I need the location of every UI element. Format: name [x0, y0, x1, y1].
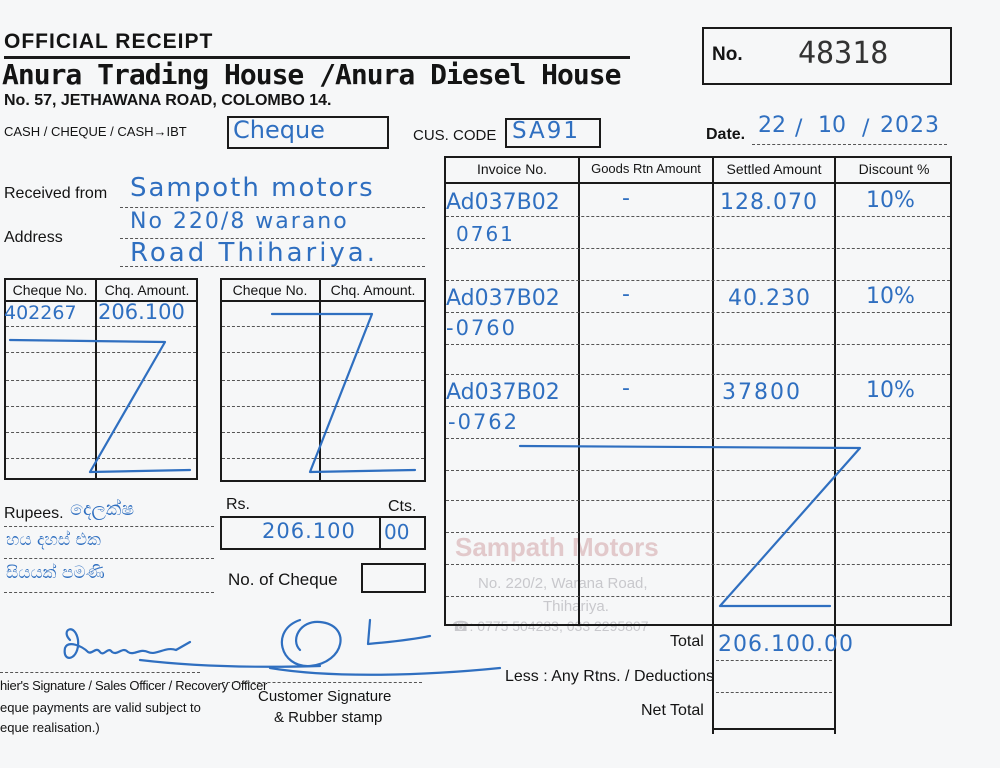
amount-box-divider	[379, 516, 381, 550]
cheque-left-row1-amount: 206.100	[98, 300, 185, 324]
company-name: Anura Trading House /Anura Diesel House	[2, 58, 621, 91]
cheque-right-rule	[222, 432, 424, 433]
invoice-rule	[446, 596, 950, 597]
date-year: 2023	[880, 113, 940, 138]
invoice-rule	[446, 344, 950, 345]
invoice-row1-number-cont: 0761	[456, 222, 515, 246]
invoice-row2-discount: 10%	[866, 284, 915, 309]
payment-method-value: Cheque	[233, 116, 325, 144]
address-line-2-rule	[120, 266, 425, 267]
received-from-value: Sampoth motors	[130, 173, 375, 203]
invoice-row2-number-cont: -0760	[446, 316, 518, 340]
customer-signature-underline	[270, 668, 500, 675]
customer-code-value: SA91	[512, 118, 581, 144]
no-of-cheque-box	[361, 563, 426, 593]
rs-label: Rs.	[226, 496, 250, 513]
receipt-title: OFFICIAL RECEIPT	[4, 30, 214, 53]
customer-signature-line	[222, 682, 422, 683]
cheque-right-rule	[222, 406, 424, 407]
cheque-left-col1-header: Cheque No.	[12, 282, 88, 298]
customer-code-label: CUS. CODE	[413, 127, 497, 144]
rupees-words-line-1: දෙලක්ෂ	[70, 498, 135, 520]
no-of-cheque-label: No. of Cheque	[228, 570, 338, 589]
less-rule	[716, 692, 832, 693]
received-from-label: Received from	[4, 185, 108, 202]
cheque-left-rule	[6, 406, 196, 407]
invoice-row2-goods-rtn: -	[622, 282, 630, 307]
invoice-rule	[446, 216, 950, 217]
invoice-rule	[446, 470, 950, 471]
cheque-note-line-2: eque realisation.)	[0, 720, 100, 735]
address-label: Address	[4, 229, 63, 246]
invoice-rule	[446, 532, 950, 533]
customer-signature-loop	[282, 620, 341, 666]
total-rule	[716, 660, 832, 661]
cheque-right-rule	[222, 352, 424, 353]
cheque-left-rule	[6, 380, 196, 381]
cheque-left-rule	[6, 352, 196, 353]
date-day: 22	[758, 113, 786, 138]
less-deductions-label: Less : Any Rtns. / Deductions	[505, 668, 714, 685]
cashier-signature-label: hier's Signature / Sales Officer / Recovery Officer	[0, 678, 268, 693]
invoice-row1-number: Ad037B02	[446, 190, 560, 215]
customer-signature-stroke	[368, 620, 430, 644]
address-line-1: No 220/8 warano	[130, 209, 349, 234]
cheque-left-rule	[6, 458, 196, 459]
address-line-2: Road Thihariya.	[130, 238, 378, 268]
invoice-row3-discount: 10%	[866, 378, 915, 403]
rupees-label: Rupees.	[4, 505, 64, 522]
invoice-row3-settled: 37800	[722, 380, 802, 405]
cheque-right-rule	[222, 380, 424, 381]
invoice-row2-settled: 40.230	[728, 286, 811, 311]
invoice-rule	[446, 438, 950, 439]
cashier-signature-scribble	[65, 629, 190, 658]
invoice-row3-goods-rtn: -	[622, 376, 630, 401]
payment-method-label: CASH / CHEQUE / CASH→IBT	[4, 124, 187, 139]
invoice-rule	[446, 564, 950, 565]
date-separator-1: /	[795, 116, 803, 141]
cheque-left-row1-number: 402267	[4, 302, 77, 324]
date-month: 10	[818, 113, 846, 138]
stamp-line-3: ☎: 0775 504283, 033 2295807	[452, 618, 649, 634]
cts-label: Cts.	[388, 498, 417, 515]
invoice-rule	[446, 406, 950, 407]
invoice-header-invoice-no: Invoice No.	[476, 161, 548, 177]
invoice-header-discount: Discount %	[858, 161, 930, 177]
cheque-right-rule	[222, 326, 424, 327]
amount-cents: 00	[384, 520, 410, 544]
rupees-rule	[4, 526, 214, 527]
rupees-rule	[4, 592, 214, 593]
cashier-signature-tail	[140, 660, 320, 667]
invoice-row2-number: Ad037B02	[446, 286, 560, 311]
invoice-row3-number: Ad037B02	[446, 380, 560, 405]
invoice-rule	[446, 312, 950, 313]
stamp-name: Sampath Motors	[455, 532, 659, 562]
stamp-line-1: No. 220/2, Warana Road,	[478, 575, 648, 592]
amount-rupees: 206.100	[262, 519, 356, 543]
invoice-col-divider-1	[578, 156, 580, 626]
invoice-row1-discount: 10%	[866, 188, 915, 213]
invoice-header-settled: Settled Amount	[726, 161, 822, 177]
cheque-left-col2-header: Chq. Amount.	[104, 282, 190, 298]
cheque-right-col1-header: Cheque No.	[232, 282, 308, 298]
total-value: 206.100.00	[718, 632, 854, 657]
invoice-rule	[446, 248, 950, 249]
invoice-rule	[446, 374, 950, 375]
company-address: No. 57, JETHAWANA ROAD, COLOMBO 14.	[4, 92, 332, 109]
rubber-stamp-label: & Rubber stamp	[274, 709, 383, 726]
invoice-col-divider-2	[712, 156, 714, 734]
cheque-note-line-1: eque payments are valid subject to	[0, 700, 201, 715]
date-separator-2: /	[862, 116, 870, 141]
net-total-label: Net Total	[641, 702, 704, 719]
cheque-table-right-header-rule	[220, 300, 426, 302]
cheque-right-rule	[222, 458, 424, 459]
cheque-left-rule	[6, 432, 196, 433]
receipt-number-label: No.	[712, 44, 743, 65]
totals-bottom-rule	[712, 728, 836, 730]
cheque-left-rule	[6, 326, 196, 327]
stamp-line-2: Thihariya.	[543, 598, 609, 615]
cashier-signature-line	[0, 672, 200, 673]
invoice-header-goods-rtn: Goods Rtn Amount	[591, 161, 701, 176]
invoice-row1-goods-rtn: -	[622, 186, 630, 211]
receipt-number: 48318	[798, 36, 889, 71]
total-label: Total	[670, 633, 704, 650]
customer-signature-label: Customer Signature	[258, 688, 392, 705]
rupees-words-line-2: හය දහස් එක	[6, 530, 101, 550]
rupees-words-line-3: සියයක් පමණි	[6, 563, 105, 583]
rupees-rule	[4, 558, 214, 559]
invoice-header-rule	[444, 182, 952, 184]
invoice-rule	[446, 280, 950, 281]
invoice-row3-number-cont: -0762	[448, 410, 520, 434]
cheque-table-left-divider	[95, 278, 97, 480]
invoice-row1-settled: 128.070	[720, 190, 818, 215]
cheque-right-col2-header: Chq. Amount.	[330, 282, 416, 298]
date-underline	[752, 144, 947, 145]
received-from-line	[120, 207, 425, 208]
date-label: Date.	[706, 126, 746, 143]
invoice-rule	[446, 500, 950, 501]
